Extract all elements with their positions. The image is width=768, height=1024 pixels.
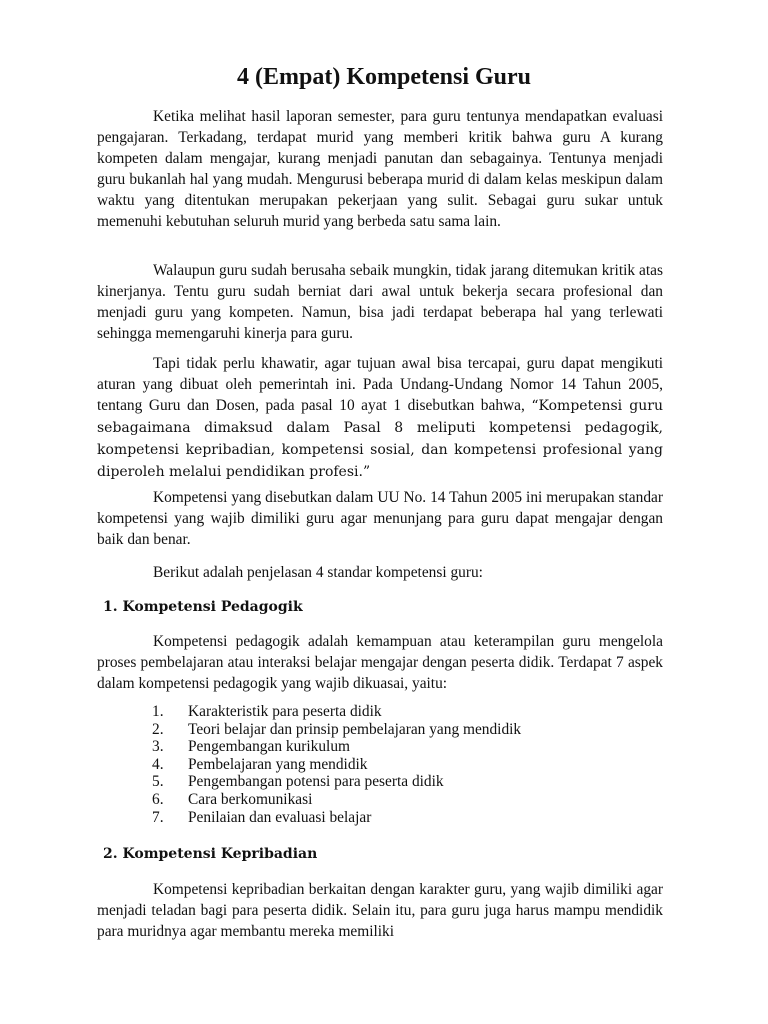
list-item: 6. Cara berkomunikasi: [152, 790, 313, 808]
paragraph-kepribadian: Kompetensi kepribadian berkaitan dengan karakter guru, yang wajib dimiliki agar menjadi teladan bagi para peserta didik. Selain itu, para guru juga harus mampu mendidik para muridnya agar membantu mereka memiliki: [97, 881, 663, 940]
heading-kepribadian: 2. Kompetensi Kepribadian: [103, 846, 318, 862]
list-item: 7. Penilaian dan evaluasi belajar: [152, 808, 372, 826]
paragraph-list-intro: Berikut adalah penjelasan 4 standar kompetensi guru:: [153, 564, 483, 581]
list-item: 1. Karakteristik para peserta didik: [152, 703, 382, 720]
paragraph-standard: Kompetensi yang disebutkan dalam UU No. 14 Tahun 2005 ini merupakan standar kompetensi yang wajib dimiliki guru agar menunjang para guru dapat mengajar dengan baik dan benar.: [97, 489, 663, 548]
paragraph-law: [97, 353, 663, 483]
law-text: Tapi tidak perlu khawatir, agar tujuan awal bisa tercapai, guru dapat mengikuti aturan yang dibuat oleh pemerintah ini. Pada Undang-Undang Nomor 14 Tahun 2005, tentang Guru dan Dosen, pada pasal 10 ayat 1 disebutkan bahwa,: [97, 355, 663, 414]
list-item: 4. Pembelajaran yang mendidik: [152, 755, 368, 773]
paragraph-criticism: Walaupun guru sudah berusaha sebaik mungkin, tidak jarang ditemukan kritik atas kinerjanya. Tentu guru sudah berniat dari awal untuk bekerja secara profesional dan menjadi guru yang kompeten. Namun, bisa jadi terdapat beberapa hal yang terlewati sehingga memengaruhi kinerja para guru.: [97, 262, 663, 342]
heading-pedagogik: 1. Kompetensi Pedagogik: [103, 599, 303, 615]
page-title: 4 (Empat) Kompetensi Guru: [237, 64, 531, 90]
list-item: 5. Pengembangan potensi para peserta didik: [152, 773, 444, 791]
paragraph-intro: Ketika melihat hasil laporan semester, para guru tentunya mendapatkan evaluasi pengajaran. Terkadang, terdapat murid yang memberi kritik bahwa guru A kurang kompeten dalam mengajar, kurang menjadi panutan dan sebagainya. Tentunya menjadi guru bukanlah hal yang mudah. Mengurusi beberapa murid di dalam kelas meskipun dalam waktu yang ditentukan merupakan pekerjaan yang sulit. Sebagai guru sukar untuk memenuhi kebutuhan seluruh murid yang berbeda satu sama lain.: [97, 108, 663, 230]
list-item: 3. Pengembangan kurikulum: [152, 738, 350, 756]
law-quote: “Kompetensi guru sebagaimana dimaksud dalam Pasal 8 meliputi kompetensi pedagogik, kompetensi kepribadian, kompetensi sosial, dan kompetensi profesional yang diperoleh melalui pendidikan profesi.”: [97, 398, 663, 480]
list-item: 2. Teori belajar dan prinsip pembelajaran yang mendidik: [152, 720, 522, 738]
paragraph-pedagogik: Kompetensi pedagogik adalah kemampuan atau keterampilan guru mengelola proses pembelajaran atau interaksi belajar mengajar dengan peserta didik. Terdapat 7 aspek dalam kompetensi pedagogik yang wajib dikuasai, yaitu:: [97, 633, 663, 692]
pedagogik-aspect-list: [97, 703, 663, 826]
